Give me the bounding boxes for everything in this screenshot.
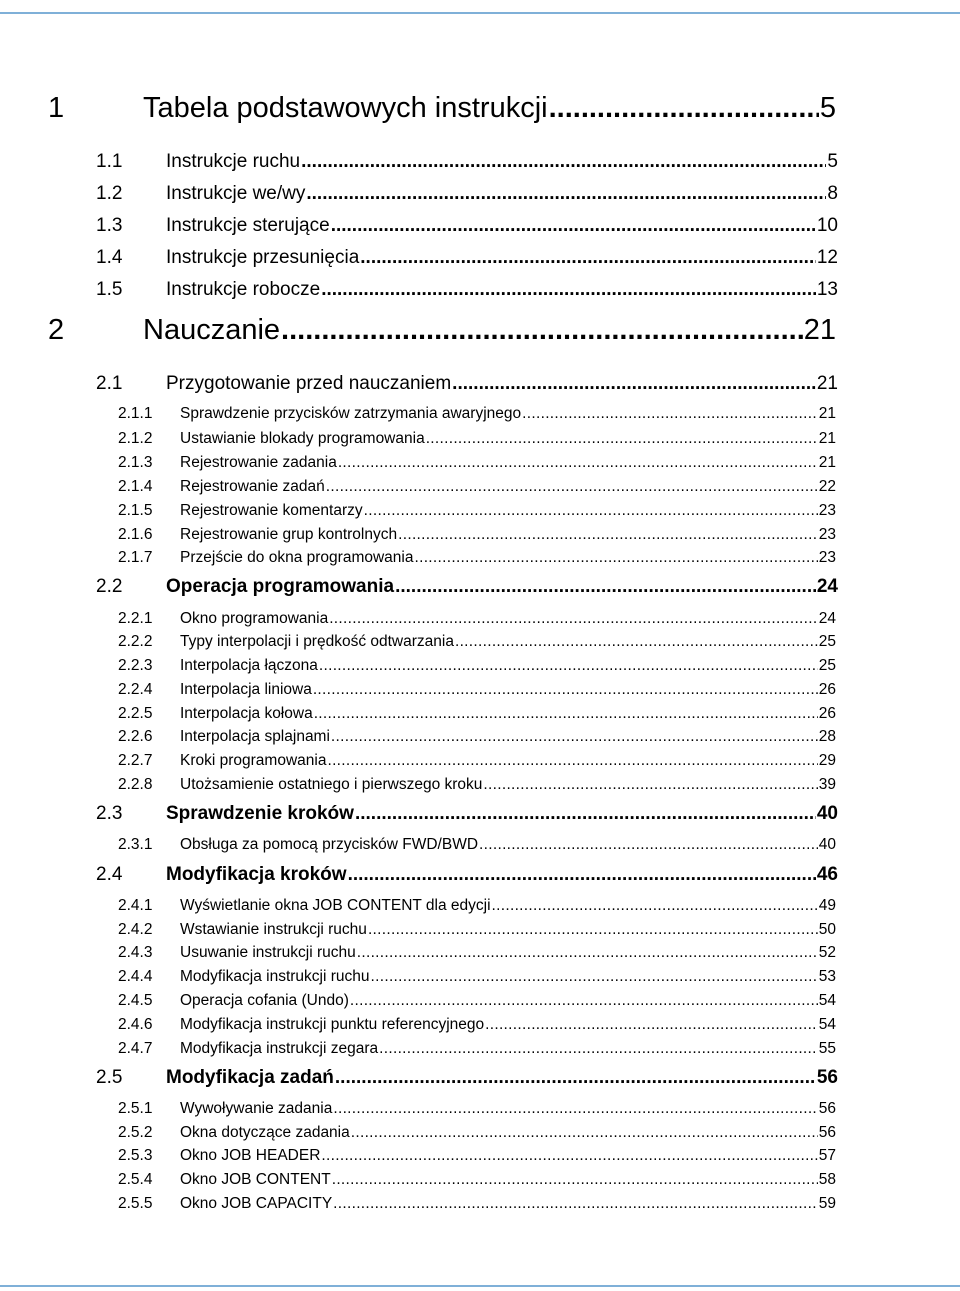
toc-entry-number: 2.2.6 <box>118 728 153 745</box>
toc-entry-page: 22 <box>818 478 836 495</box>
toc-entry-page: 21 <box>816 373 838 394</box>
toc-entry-page: 59 <box>818 1195 836 1212</box>
toc-entry[interactable] <box>96 576 838 598</box>
toc-entry-title: Typy interpolacji i prędkość odtwarzania <box>180 633 454 650</box>
toc-entry-title: Przygotowanie przed nauczaniem <box>166 373 452 394</box>
dot-leader <box>360 247 816 269</box>
dot-leader <box>351 1124 818 1142</box>
toc-entry-title: Rejestrowanie zadań <box>180 478 325 495</box>
toc-entry-page: 50 <box>818 921 836 938</box>
toc-entry-page: 57 <box>818 1147 836 1164</box>
toc-entry-page: 21 <box>818 454 836 471</box>
toc-entry[interactable] <box>118 1124 836 1142</box>
toc-entry-title: Interpolacja liniowa <box>180 681 312 698</box>
toc-entry-page: 56 <box>818 1100 836 1117</box>
toc-entry-title: Obsługa za pomocą przycisków FWD/BWD <box>180 836 479 853</box>
toc-entry-page: 55 <box>818 1040 836 1057</box>
toc-entry-page: 13 <box>816 279 838 300</box>
toc-entry-number: 2.1.7 <box>118 549 153 566</box>
dot-leader <box>327 752 817 770</box>
dot-leader <box>492 897 818 915</box>
dot-leader <box>348 864 816 886</box>
toc-entry-title: Tabela podstawowych instrukcji <box>143 92 548 124</box>
toc-entry-page: 5 <box>819 92 836 124</box>
toc-entry-page: 53 <box>818 968 836 985</box>
toc-entry-page: 56 <box>816 1067 838 1088</box>
toc-entry-title: Wyświetlanie okna JOB CONTENT dla edycji <box>180 897 491 914</box>
toc-entry-number: 2.2 <box>96 576 123 597</box>
dot-leader <box>333 1195 818 1213</box>
toc-entry[interactable] <box>118 1171 836 1189</box>
toc-entry[interactable] <box>48 92 836 125</box>
toc-entry-page: 24 <box>816 576 838 597</box>
toc-entry[interactable] <box>96 373 838 395</box>
toc-entry[interactable] <box>96 864 838 886</box>
toc-entry[interactable] <box>118 526 836 544</box>
dot-leader <box>483 776 817 794</box>
toc-entry[interactable] <box>118 549 836 567</box>
dot-leader <box>313 681 818 699</box>
toc-entry-page: 24 <box>818 610 836 627</box>
toc-entry-number: 2.5.3 <box>118 1147 153 1164</box>
toc-entry[interactable] <box>118 405 836 423</box>
toc-entry-page: 23 <box>818 502 836 519</box>
toc-entry[interactable] <box>96 279 838 301</box>
toc-entry-page: 10 <box>816 215 838 236</box>
toc-entry[interactable] <box>118 633 836 651</box>
toc-entry-title: Instrukcje ruchu <box>166 151 301 172</box>
dot-leader <box>326 478 818 496</box>
toc-entry-number: 2.1.1 <box>118 405 153 422</box>
toc-entry[interactable] <box>118 1147 836 1165</box>
dot-leader <box>379 1040 818 1058</box>
toc-entry-title: Modyfikacja zadań <box>166 1067 334 1088</box>
dot-leader <box>331 215 816 237</box>
toc-entry-title: Sprawdzenie przycisków zatrzymania awaryjnego <box>180 405 522 422</box>
dot-leader <box>355 803 816 825</box>
toc-entry-title: Sprawdzenie kroków <box>166 803 354 824</box>
toc-entry[interactable] <box>96 215 838 237</box>
dot-leader <box>395 576 816 598</box>
toc-entry-page: 21 <box>818 405 836 422</box>
toc-entry-number: 1.4 <box>96 247 123 268</box>
toc-entry-page: 25 <box>818 633 836 650</box>
toc-entry-number: 2.4 <box>96 864 123 885</box>
toc-entry-page: 12 <box>816 247 838 268</box>
toc-entry-number: 2.4.2 <box>118 921 153 938</box>
dot-leader <box>452 373 816 395</box>
toc-entry-title: Operacja programowania <box>166 576 395 597</box>
dot-leader <box>522 405 818 423</box>
toc-entry-page: 46 <box>816 864 838 885</box>
dot-leader <box>333 1100 817 1118</box>
toc-entry-number: 2.1 <box>96 373 123 394</box>
toc-entry-title: Wywoływanie zadania <box>180 1100 333 1117</box>
dot-leader <box>479 836 818 854</box>
toc-entry-number: 1 <box>48 92 65 124</box>
dot-leader <box>455 633 818 651</box>
toc-entry-number: 2.1.3 <box>118 454 153 471</box>
dot-leader <box>414 549 817 567</box>
toc-entry-number: 2.2.5 <box>118 705 153 722</box>
dot-leader <box>371 968 818 986</box>
toc-entry-number: 1.1 <box>96 151 123 172</box>
toc-entry-page: 40 <box>818 836 836 853</box>
dot-leader <box>321 279 816 301</box>
toc-entry-title: Usuwanie instrukcji ruchu <box>180 944 356 961</box>
toc-entry[interactable] <box>118 992 836 1010</box>
toc-entry-number: 2.5.5 <box>118 1195 153 1212</box>
toc-entry-title: Utożsamienie ostatniego i pierwszego kroku <box>180 776 483 793</box>
toc-entry[interactable] <box>118 968 836 986</box>
toc-entry-title: Okno JOB CAPACITY <box>180 1195 333 1212</box>
toc-entry-number: 2.1.2 <box>118 430 153 447</box>
dot-leader <box>485 1016 818 1034</box>
toc-entry-page: 49 <box>818 897 836 914</box>
toc-entry-number: 2.4.7 <box>118 1040 153 1057</box>
toc-entry[interactable] <box>118 610 836 628</box>
dot-leader <box>306 183 826 205</box>
toc-entry-title: Okno JOB HEADER <box>180 1147 321 1164</box>
toc-entry-number: 2.2.2 <box>118 633 153 650</box>
dot-leader <box>398 526 818 544</box>
toc-entry-title: Instrukcje robocze <box>166 279 321 300</box>
toc-entry[interactable] <box>118 1016 836 1034</box>
toc-entry-number: 2.4.3 <box>118 944 153 961</box>
toc-entry[interactable] <box>96 247 838 269</box>
dot-leader <box>281 314 803 347</box>
dot-leader <box>301 151 826 173</box>
toc-entry[interactable] <box>118 1100 836 1118</box>
dot-leader <box>331 728 818 746</box>
toc-entry-page: 21 <box>803 314 836 346</box>
toc-entry[interactable] <box>118 502 836 520</box>
toc-entry[interactable] <box>96 151 838 173</box>
toc-entry[interactable] <box>118 944 836 962</box>
dot-leader <box>329 610 818 628</box>
toc-entry-page: 28 <box>818 728 836 745</box>
dot-leader <box>335 1067 816 1089</box>
dot-leader <box>368 921 818 939</box>
toc-entry-number: 2.1.5 <box>118 502 153 519</box>
toc-entry-number: 2.4.6 <box>118 1016 153 1033</box>
toc-entry-number: 2.4.4 <box>118 968 153 985</box>
toc-entry-number: 2.1.6 <box>118 526 153 543</box>
toc-entry[interactable] <box>118 657 836 675</box>
toc-entry[interactable] <box>118 776 836 794</box>
toc-entry[interactable] <box>118 921 836 939</box>
toc-entry-page: 21 <box>818 430 836 447</box>
toc-entry[interactable] <box>118 836 836 854</box>
dot-leader <box>314 705 818 723</box>
toc-entry-number: 2.4.1 <box>118 897 153 914</box>
toc-entry-title: Rejestrowanie grup kontrolnych <box>180 526 398 543</box>
toc-entry[interactable] <box>118 1195 836 1213</box>
toc-entry-number: 2.3 <box>96 803 123 824</box>
toc-entry[interactable] <box>96 1067 838 1089</box>
toc-entry-title: Nauczanie <box>143 314 281 346</box>
toc-entry-title: Operacja cofania (Undo) <box>180 992 349 1009</box>
toc-entry[interactable] <box>118 454 836 472</box>
toc-entry-page: 52 <box>818 944 836 961</box>
toc-entry-title: Modyfikacja instrukcji punktu referencyjnego <box>180 1016 485 1033</box>
toc-entry-title: Przejście do okna programowania <box>180 549 414 566</box>
toc-entry-title: Interpolacja splajnami <box>180 728 330 745</box>
footer-rule <box>0 1285 960 1287</box>
toc-entry-number: 2.2.4 <box>118 681 153 698</box>
toc-entry-title: Rejestrowanie komentarzy <box>180 502 363 519</box>
toc-entry-number: 2.3.1 <box>118 836 153 853</box>
toc-entry[interactable] <box>118 705 836 723</box>
toc-entry[interactable] <box>118 897 836 915</box>
toc-entry-page: 23 <box>818 526 836 543</box>
dot-leader <box>549 92 819 125</box>
toc-entry[interactable] <box>118 1040 836 1058</box>
toc-entry-title: Okno JOB CONTENT <box>180 1171 331 1188</box>
toc-entry-page: 5 <box>827 151 838 172</box>
toc-entry[interactable] <box>118 728 836 746</box>
toc-entry-number: 2.2.8 <box>118 776 153 793</box>
toc-entry-title: Kroki programowania <box>180 752 327 769</box>
toc-entry-title: Interpolacja kołowa <box>180 705 313 722</box>
dot-leader <box>338 454 818 472</box>
dot-leader <box>321 1147 817 1165</box>
toc-entry-title: Instrukcje we/wy <box>166 183 306 204</box>
toc-entry[interactable] <box>118 478 836 496</box>
toc-entry-page: 29 <box>818 752 836 769</box>
toc-entry-title: Instrukcje sterujące <box>166 215 330 236</box>
toc-entry-number: 2.2.3 <box>118 657 153 674</box>
toc-entry-title: Wstawianie instrukcji ruchu <box>180 921 367 938</box>
toc-entry-number: 1.3 <box>96 215 123 236</box>
toc-entry-number: 1.5 <box>96 279 123 300</box>
toc-entry[interactable] <box>96 183 838 205</box>
dot-leader <box>426 430 818 448</box>
toc-entry[interactable] <box>118 430 836 448</box>
toc-entry-title: Modyfikacja instrukcji zegara <box>180 1040 379 1057</box>
toc-entry-page: 26 <box>818 705 836 722</box>
toc-entry-title: Rejestrowanie zadania <box>180 454 337 471</box>
dot-leader <box>357 944 818 962</box>
toc-entry[interactable] <box>96 803 838 825</box>
toc-entry-title: Modyfikacja instrukcji ruchu <box>180 968 370 985</box>
toc-entry-number: 2.2.7 <box>118 752 153 769</box>
dot-leader <box>332 1171 818 1189</box>
toc-entry-title: Instrukcje przesunięcia <box>166 247 360 268</box>
toc-entry[interactable] <box>48 314 836 347</box>
toc-entry-title: Okno programowania <box>180 610 329 627</box>
toc-entry-page: 8 <box>827 183 838 204</box>
toc-entry-title: Interpolacja łączona <box>180 657 318 674</box>
toc-entry-page: 54 <box>818 1016 836 1033</box>
toc-entry-page: 58 <box>818 1171 836 1188</box>
toc-entry-number: 2.5.4 <box>118 1171 153 1188</box>
toc-entry-number: 2.1.4 <box>118 478 153 495</box>
toc-entry-number: 2.5.1 <box>118 1100 153 1117</box>
toc-entry-number: 2 <box>48 314 65 346</box>
toc-entry-title: Modyfikacja kroków <box>166 864 347 885</box>
toc-entry-number: 2.2.1 <box>118 610 153 627</box>
toc-entry-number: 1.2 <box>96 183 123 204</box>
toc-entry-number: 2.4.5 <box>118 992 153 1009</box>
toc-entry-number: 2.5.2 <box>118 1124 153 1141</box>
toc-entry[interactable] <box>118 681 836 699</box>
toc-entry-number: 2.5 <box>96 1067 123 1088</box>
toc-entry-page: 40 <box>816 803 838 824</box>
toc-entry-page: 56 <box>818 1124 836 1141</box>
toc-entry-page: 26 <box>818 681 836 698</box>
toc-entry-title: Ustawianie blokady programowania <box>180 430 425 447</box>
toc-entry-page: 39 <box>818 776 836 793</box>
toc-entry-title: Okna dotyczące zadania <box>180 1124 350 1141</box>
toc-entry-page: 54 <box>818 992 836 1009</box>
dot-leader <box>319 657 818 675</box>
toc-entry[interactable] <box>118 752 836 770</box>
toc-entry-page: 25 <box>818 657 836 674</box>
dot-leader <box>364 502 818 520</box>
toc-entry-page: 23 <box>818 549 836 566</box>
header-rule <box>0 12 960 14</box>
dot-leader <box>350 992 818 1010</box>
